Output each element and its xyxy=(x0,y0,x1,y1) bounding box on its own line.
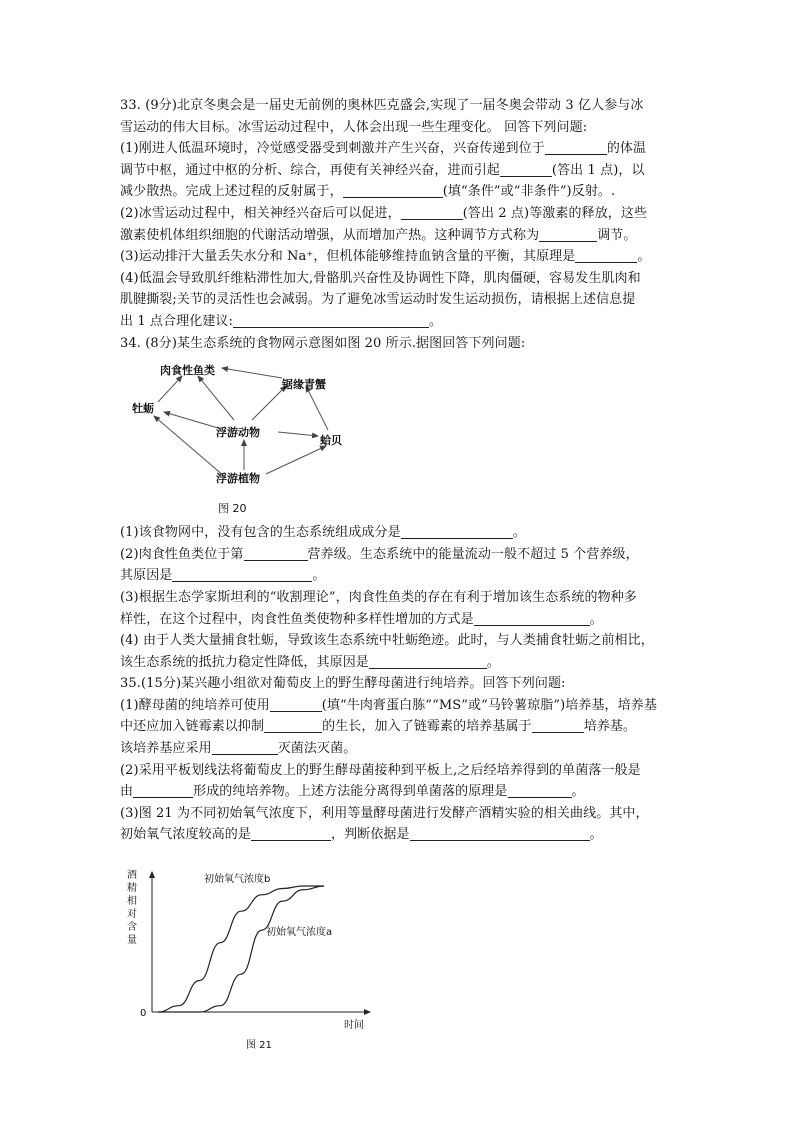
series-label-b: 初始氧气浓度b xyxy=(204,874,271,886)
q33-line-3: (1)刚进人低温环境时，冷觉感受器受到刺激并产生兴奋，兴奋传递到位于 的体温 xyxy=(120,141,647,157)
figure-20-caption: 图 20 xyxy=(218,502,247,516)
arrow-crab-to-fish xyxy=(222,368,282,378)
food-web-diagram xyxy=(130,354,400,522)
node-carnivorous-fish: 肉食性鱼类 xyxy=(160,364,215,378)
q33-line-10: 肌腱撕裂;关节的灵活性也会减弱。为了避免冰雪运动时发生运动损伤，请根据上述信息提 xyxy=(120,292,636,308)
answer-blank[interactable] xyxy=(410,826,590,841)
q35-line-8: 初始氧气浓度较高的是 ，判断依据是 。 xyxy=(120,827,603,843)
q33-line-5: 减少散热。完成上述过程的反射属于， (填“条件”或“非条件”)反射。. xyxy=(120,184,616,200)
node-clam: 蛤贝 xyxy=(320,434,342,448)
answer-blank[interactable] xyxy=(401,524,513,539)
answer-blank[interactable] xyxy=(401,205,463,220)
answer-blank[interactable] xyxy=(474,611,590,626)
alcohol-content-chart xyxy=(120,852,420,1052)
answer-blank[interactable] xyxy=(251,826,331,841)
q33-line-4: 调节中枢，通过中枢的分析、综合，再使有关神经兴奋，进而引起 (答出 1 点)，以 xyxy=(120,162,645,178)
origin-label: 0 xyxy=(140,1008,147,1020)
q34-line-a5: 样性，在这个过程中，肉食性鱼类使物种多样性增加的方式是 。 xyxy=(120,611,603,627)
answer-blank[interactable] xyxy=(532,718,584,733)
arrow-zoo-to-crab xyxy=(252,386,286,420)
answer-blank[interactable] xyxy=(133,783,193,798)
q34-line-a2: (2)肉食性鱼类位于第 营养级。生态系统中的能量流动一般不超过 5 个营养级， xyxy=(120,546,639,562)
answer-blank[interactable] xyxy=(233,313,429,328)
answer-blank[interactable] xyxy=(539,227,597,242)
answer-blank[interactable] xyxy=(244,546,308,561)
y-axis-label: 酒精相对含量 xyxy=(127,870,137,947)
node-zooplankton: 浮游动物 xyxy=(216,426,260,440)
q33-line-9: (4)低温会导致肌纤维粘滞性加大,骨骼肌兴奋性及协调性下降，肌肉僵硬，容易发生肌肉和 xyxy=(120,270,641,286)
q34-line-1: 34. (8分)某生态系统的食物网示意图如图 20 所示.据图回答下列问题: xyxy=(120,335,526,351)
answer-blank[interactable] xyxy=(500,162,552,177)
q33-line-1: 33. (9分)北京冬奥会是一届史无前例的奥林匹克盛会,实现了一届冬奥会带动 3 亿人参与冰 xyxy=(120,98,644,113)
exam-page xyxy=(120,95,680,1052)
q35-line-5: (2)采用平板划线法将葡萄皮上的野生酵母菌接种到平板上,之后经培养得到的单菌落一般是 xyxy=(120,762,641,778)
arrow-oyster-to-fish xyxy=(158,376,182,402)
q35-line-3: 中还应加入链霉素以抑制 的生长，加入了链霉素的培养基属于 培养基。 xyxy=(120,719,637,735)
q34-line-a7: 该生态系统的抵抗力稳定性降低，其原因是 。 xyxy=(120,654,501,670)
arrow-zoo-to-oyster xyxy=(164,412,218,428)
arrow-phyto-to-oyster xyxy=(154,416,224,476)
series-label-a: 初始氧气浓度a xyxy=(266,927,333,939)
answer-blank[interactable] xyxy=(172,567,312,582)
answer-blank[interactable] xyxy=(545,140,607,155)
arrow-phyto-to-clam xyxy=(266,446,326,474)
q34-line-a4: (3)根据生态学家斯坦利的“收割理论”，肉食性鱼类的存在有利于增加该生态系统的物种多 xyxy=(120,589,637,605)
series-line-b xyxy=(158,886,324,1012)
q35-line-2: (1)酵母菌的纯培养可使用 (填“牛肉膏蛋白胨”“MS”或“马铃薯琼脂”)培养基，培养基 xyxy=(120,697,657,713)
q33-line-7: 激素使机体组织细胞的代谢活动增强，从而增加产热。这种调节方式称为 调节。 xyxy=(120,227,637,243)
q34-line-a6: (4) 由于人类大量捕食牡蛎，导致该生态系统中牡蛎绝迹。此时，与人类捕食牡蛎之前相比， xyxy=(120,633,654,649)
q33-line-6: (2)冰雪运动过程中，相关神经兴奋后可以促进， (答出 2 点)等激素的释放，这些 xyxy=(120,205,648,221)
q33-line-11: 出 1 点合理化建议: 。 xyxy=(120,313,443,329)
x-axis-label: 时间 xyxy=(344,1020,364,1032)
node-phytoplankton: 浮游植物 xyxy=(216,472,260,486)
q35-line-6: 由 形成的纯培养物。上述方法能分离得到单菌落的原理是 。 xyxy=(120,784,585,800)
answer-blank[interactable] xyxy=(508,783,572,798)
arrow-clam-to-crab xyxy=(306,386,328,430)
answer-blank[interactable] xyxy=(212,740,278,755)
q33-line-2: 雪运动的伟大目标。冰雪运动过程中，人体会出现一些生理变化。 回答下列问题: xyxy=(120,119,588,135)
q34-line-a1: (1)该食物网中，没有包含的生态系统组成成分是 。 xyxy=(120,525,526,541)
q35-line-7: (3)图 21 为不同初始氧气浓度下，利用等量酵母菌进行发酵产酒精实验的相关曲线。其中， xyxy=(120,805,649,821)
arrow-zoo-to-fish xyxy=(198,376,234,420)
q34-line-a3: 其原因是 。 xyxy=(120,568,326,584)
series-line-a xyxy=(158,886,324,1012)
q35-line-1: 35.(15分)某兴趣小组欲对葡萄皮上的野生酵母菌进行纯培养。回答下列问题: xyxy=(120,676,566,692)
arrow-zoo-to-clam xyxy=(278,432,318,436)
node-mud-crab: 锯缘青蟹 xyxy=(282,378,326,392)
node-oyster: 牡蛎 xyxy=(132,402,154,416)
figure-21-caption: 图 21 xyxy=(246,1040,272,1052)
answer-blank[interactable] xyxy=(270,697,322,712)
alcohol-chart-figure xyxy=(120,852,680,1052)
answer-blank[interactable] xyxy=(264,718,322,733)
q33-line-8: (3)运动排汗大量丢失水分和 Na⁺，但机体能够维持血钠含量的平衡，其原理是 。 xyxy=(120,249,651,265)
answer-blank[interactable] xyxy=(343,183,443,198)
answer-blank[interactable] xyxy=(575,248,637,263)
answer-blank[interactable] xyxy=(369,654,487,669)
food-web-figure xyxy=(130,354,680,522)
q35-line-4: 该培养基应采用 灭菌法灭菌。 xyxy=(120,741,357,757)
